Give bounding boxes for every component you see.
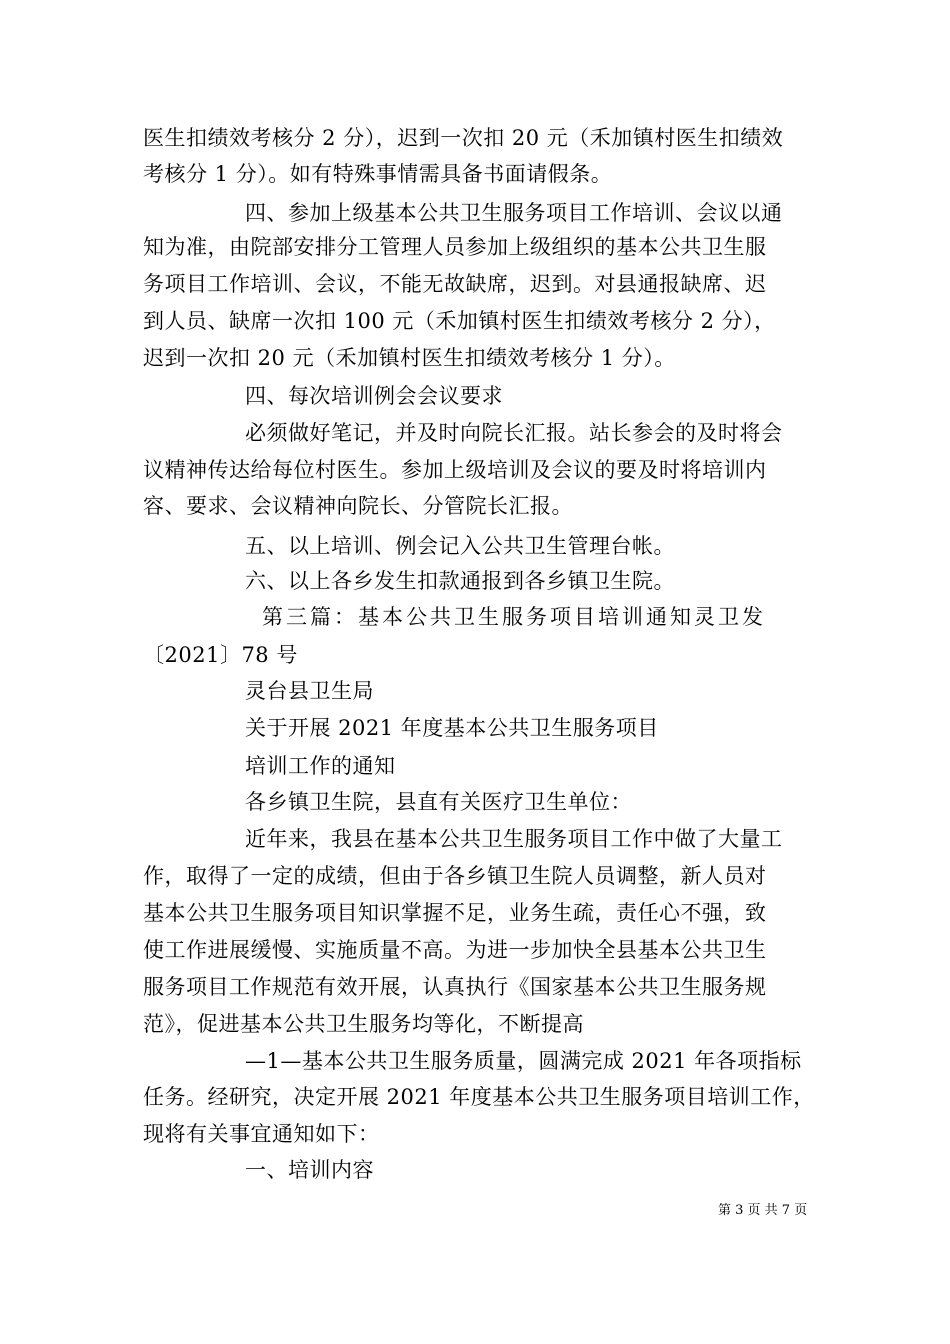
text-line: 六、以上各乡发生扣款通报到各乡镇卫生院。 <box>245 569 675 593</box>
text-line: 五、以上培训、例会记入公共卫生管理台帐。 <box>245 534 675 558</box>
text-line: 任务。经研究，决定开展 2021 年度基本公共卫生服务项目培训工作， <box>143 1085 815 1109</box>
text-line: 范》，促进基本公共卫生服务均等化，不断提高 <box>143 1012 584 1036</box>
text-line: 基本公共卫生服务项目知识掌握不足，业务生疏，责任心不强，致 <box>143 901 767 925</box>
chapter-title: 第三篇：基本公共卫生服务项目培训通知灵卫发 <box>262 605 766 629</box>
text-line: —1—基本公共卫生服务质量，圆满完成 2021 年各项指标 <box>245 1049 802 1073</box>
notice-title: 培训工作的通知 <box>245 754 396 778</box>
text-line: 容、要求、会议精神向院长、分管院长汇报。 <box>143 494 573 518</box>
text-line: 近年来，我县在基本公共卫生服务项目工作中做了大量工 <box>245 827 783 851</box>
issuer-name: 灵台县卫生局 <box>245 679 374 703</box>
text-line: 迟到一次扣 20 元（禾加镇村医生扣绩效考核分 1 分）。 <box>143 346 676 370</box>
page-number: 第 3 页 共 7 页 <box>718 1203 808 1218</box>
text-line: 医生扣绩效考核分 2 分），迟到一次扣 20 元（禾加镇村医生扣绩效 <box>143 126 784 150</box>
text-line: 考核分 1 分）。如有特殊事情需具备书面请假条。 <box>143 162 613 186</box>
text-line: 议精神传达给每位村医生。参加上级培训及会议的要及时将培训内 <box>143 458 767 482</box>
text-line: 四、参加上级基本公共卫生服务项目工作培训、会议以通 <box>245 201 783 225</box>
text-line: 使工作进展缓慢、实施质量不高。为进一步加快全县基本公共卫生 <box>143 938 767 962</box>
text-line: 务项目工作培训、会议，不能无故缺席，迟到。对县通报缺席、迟 <box>143 272 767 296</box>
text-line: 服务项目工作规范有效开展，认真执行《国家基本公共卫生服务规 <box>143 975 767 999</box>
text-line: 〔2021〕78 号 <box>143 643 298 667</box>
section-heading: 四、每次培训例会会议要求 <box>245 384 503 408</box>
text-line: 到人员、缺席一次扣 100 元（禾加镇村医生扣绩效考核分 2 分）， <box>143 309 776 333</box>
text-line: 知为准，由院部安排分工管理人员参加上级组织的基本公共卫生服 <box>143 235 767 259</box>
text-line: 必须做好笔记，并及时向院长汇报。站长参会的及时将会 <box>245 421 783 445</box>
section-heading: 一、培训内容 <box>245 1158 374 1182</box>
addressee: 各乡镇卫生院，县直有关医疗卫生单位： <box>245 790 632 814</box>
text-line: 作，取得了一定的成绩，但由于各乡镇卫生院人员调整，新人员对 <box>143 864 767 888</box>
notice-title: 关于开展 2021 年度基本公共卫生服务项目 <box>245 716 659 740</box>
text-line: 现将有关事宜通知如下： <box>143 1122 380 1146</box>
